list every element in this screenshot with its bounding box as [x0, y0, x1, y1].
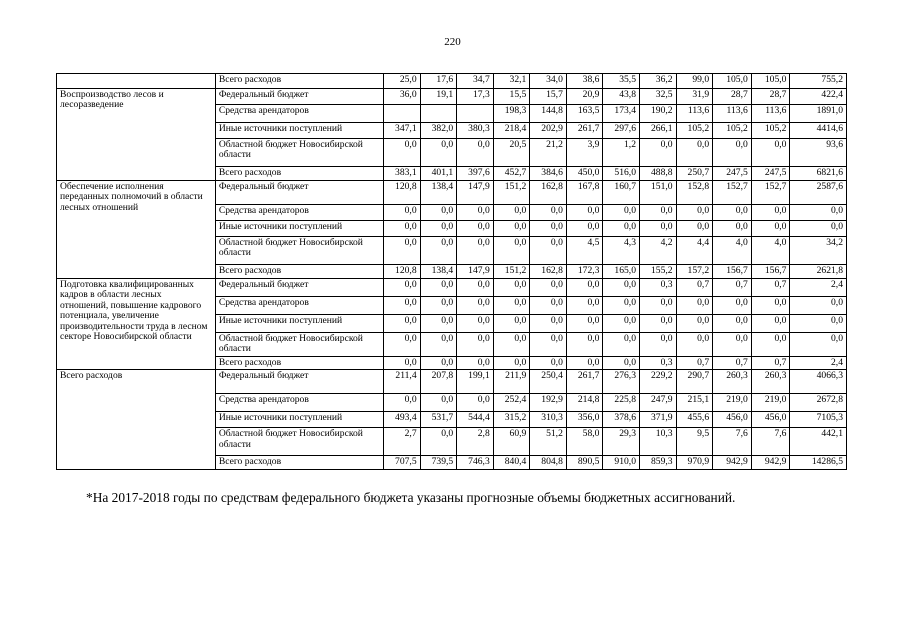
value-cell: 21,2 [530, 139, 567, 167]
value-cell: 156,7 [751, 265, 790, 279]
value-cell: 0,0 [420, 205, 457, 221]
value-cell: 147,9 [457, 181, 494, 205]
value-cell: 190,2 [640, 105, 677, 123]
value-cell: 51,2 [530, 428, 567, 456]
value-cell: 456,0 [713, 412, 752, 428]
value-cell: 36,0 [384, 89, 421, 105]
value-cell: 218,4 [493, 123, 530, 139]
value-cell: 0,0 [713, 315, 752, 333]
value-cell: 0,0 [420, 139, 457, 167]
value-cell: 531,7 [420, 412, 457, 428]
value-cell: 28,7 [751, 89, 790, 105]
value-cell: 356,0 [566, 412, 603, 428]
value-cell: 0,0 [420, 237, 457, 265]
value-cell: 0,0 [640, 139, 677, 167]
funding-source-cell: Всего расходов [215, 456, 383, 470]
value-cell: 266,1 [640, 123, 677, 139]
value-cell: 0,0 [676, 297, 713, 315]
total-value-cell: 755,2 [790, 74, 847, 89]
value-cell: 250,7 [676, 167, 713, 181]
funding-source-cell: Федеральный бюджет [215, 89, 383, 105]
value-cell: 43,8 [603, 89, 640, 105]
value-cell: 58,0 [566, 428, 603, 456]
value-cell: 0,0 [384, 279, 421, 297]
value-cell: 35,5 [603, 74, 640, 89]
value-cell: 0,0 [640, 333, 677, 357]
value-cell [420, 105, 457, 123]
value-cell: 152,7 [713, 181, 752, 205]
value-cell: 120,8 [384, 265, 421, 279]
value-cell: 0,0 [384, 237, 421, 265]
value-cell: 261,7 [566, 123, 603, 139]
value-cell: 250,4 [530, 370, 567, 394]
value-cell: 32,1 [493, 74, 530, 89]
value-cell: 4,2 [640, 237, 677, 265]
funding-source-cell: Иные источники поступлений [215, 123, 383, 139]
table-row [57, 181, 847, 205]
total-value-cell: 2,4 [790, 279, 847, 297]
total-value-cell: 14286,5 [790, 456, 847, 470]
value-cell: 0,0 [384, 315, 421, 333]
value-cell: 152,7 [751, 181, 790, 205]
value-cell: 151,2 [493, 181, 530, 205]
value-cell: 450,0 [566, 167, 603, 181]
value-cell: 297,6 [603, 123, 640, 139]
value-cell: 252,4 [493, 394, 530, 412]
value-cell: 99,0 [676, 74, 713, 89]
value-cell: 172,3 [566, 265, 603, 279]
value-cell: 32,5 [640, 89, 677, 105]
funding-source-cell: Средства арендаторов [215, 105, 383, 123]
value-cell: 163,5 [566, 105, 603, 123]
value-cell: 746,3 [457, 456, 494, 470]
value-cell: 207,8 [420, 370, 457, 394]
value-cell: 219,0 [713, 394, 752, 412]
value-cell: 34,7 [457, 74, 494, 89]
value-cell: 151,2 [493, 265, 530, 279]
value-cell: 0,0 [713, 139, 752, 167]
value-cell: 20,5 [493, 139, 530, 167]
value-cell: 2,8 [457, 428, 494, 456]
value-cell: 17,6 [420, 74, 457, 89]
funding-source-cell: Федеральный бюджет [215, 370, 383, 394]
funding-source-cell: Федеральный бюджет [215, 181, 383, 205]
value-cell: 0,0 [566, 297, 603, 315]
value-cell: 0,0 [713, 297, 752, 315]
value-cell: 315,2 [493, 412, 530, 428]
total-value-cell: 0,0 [790, 315, 847, 333]
value-cell: 0,0 [603, 297, 640, 315]
value-cell: 0,0 [640, 315, 677, 333]
value-cell: 0,0 [384, 139, 421, 167]
value-cell: 0,0 [676, 221, 713, 237]
value-cell: 0,0 [384, 357, 421, 370]
value-cell: 0,0 [566, 315, 603, 333]
total-value-cell: 93,6 [790, 139, 847, 167]
value-cell: 4,5 [566, 237, 603, 265]
funding-source-cell: Областной бюджет Новосибирской области [215, 428, 383, 456]
value-cell: 261,7 [566, 370, 603, 394]
value-cell: 105,0 [713, 74, 752, 89]
value-cell: 0,0 [384, 221, 421, 237]
value-cell: 707,5 [384, 456, 421, 470]
total-value-cell: 0,0 [790, 205, 847, 221]
value-cell: 0,0 [640, 221, 677, 237]
value-cell: 173,4 [603, 105, 640, 123]
value-cell: 0,0 [530, 333, 567, 357]
total-value-cell: 2672,8 [790, 394, 847, 412]
value-cell: 105,2 [676, 123, 713, 139]
funding-source-cell: Всего расходов [215, 265, 383, 279]
value-cell: 15,7 [530, 89, 567, 105]
value-cell: 942,9 [751, 456, 790, 470]
value-cell: 10,3 [640, 428, 677, 456]
value-cell: 151,0 [640, 181, 677, 205]
value-cell: 0,0 [530, 237, 567, 265]
value-cell: 219,0 [751, 394, 790, 412]
value-cell: 162,8 [530, 265, 567, 279]
value-cell: 0,0 [713, 333, 752, 357]
value-cell: 0,0 [751, 205, 790, 221]
activity-cell: Всего расходов [57, 370, 216, 470]
funding-source-cell: Федеральный бюджет [215, 279, 383, 297]
value-cell: 0,0 [384, 205, 421, 221]
value-cell: 0,0 [493, 221, 530, 237]
value-cell: 0,0 [676, 315, 713, 333]
value-cell: 36,2 [640, 74, 677, 89]
funding-source-cell: Средства арендаторов [215, 297, 383, 315]
value-cell: 0,0 [751, 333, 790, 357]
activity-cell: Подготовка квалифицированных кадров в области лесных отношений, повышение кадрового потенциала, увеличение производительности труда в лесном секторе Новосибирской области [57, 279, 216, 370]
value-cell: 38,6 [566, 74, 603, 89]
value-cell: 4,0 [713, 237, 752, 265]
value-cell: 0,0 [566, 279, 603, 297]
funding-source-cell: Средства арендаторов [215, 205, 383, 221]
funding-source-cell: Всего расходов [215, 167, 383, 181]
value-cell: 0,0 [457, 357, 494, 370]
value-cell: 0,0 [420, 333, 457, 357]
value-cell: 0,0 [457, 333, 494, 357]
value-cell: 739,5 [420, 456, 457, 470]
value-cell: 247,5 [751, 167, 790, 181]
page-number: 220 [444, 36, 461, 48]
value-cell: 0,0 [640, 205, 677, 221]
value-cell: 162,8 [530, 181, 567, 205]
value-cell: 0,0 [384, 297, 421, 315]
value-cell: 105,0 [751, 74, 790, 89]
value-cell: 0,0 [603, 205, 640, 221]
value-cell: 138,4 [420, 265, 457, 279]
value-cell: 17,3 [457, 89, 494, 105]
value-cell: 384,6 [530, 167, 567, 181]
value-cell: 229,2 [640, 370, 677, 394]
value-cell: 31,9 [676, 89, 713, 105]
funding-source-cell: Иные источники поступлений [215, 315, 383, 333]
value-cell: 138,4 [420, 181, 457, 205]
total-value-cell: 0,0 [790, 297, 847, 315]
value-cell: 0,7 [676, 279, 713, 297]
value-cell: 157,2 [676, 265, 713, 279]
value-cell: 890,5 [566, 456, 603, 470]
value-cell: 0,0 [420, 357, 457, 370]
value-cell: 0,0 [420, 315, 457, 333]
value-cell: 34,0 [530, 74, 567, 89]
value-cell: 9,5 [676, 428, 713, 456]
value-cell: 0,0 [530, 297, 567, 315]
value-cell: 29,3 [603, 428, 640, 456]
value-cell: 198,3 [493, 105, 530, 123]
budget-table-body [57, 74, 847, 470]
value-cell: 0,0 [566, 333, 603, 357]
value-cell: 0,0 [603, 279, 640, 297]
value-cell: 4,0 [751, 237, 790, 265]
value-cell: 0,0 [676, 205, 713, 221]
value-cell: 0,3 [640, 357, 677, 370]
value-cell: 215,1 [676, 394, 713, 412]
value-cell: 0,0 [530, 205, 567, 221]
value-cell: 155,2 [640, 265, 677, 279]
value-cell: 0,0 [493, 315, 530, 333]
value-cell: 25,0 [384, 74, 421, 89]
value-cell: 383,1 [384, 167, 421, 181]
value-cell: 7,6 [713, 428, 752, 456]
value-cell: 488,8 [640, 167, 677, 181]
value-cell: 0,0 [751, 139, 790, 167]
value-cell: 347,1 [384, 123, 421, 139]
funding-source-cell: Областной бюджет Новосибирской области [215, 333, 383, 357]
funding-source-cell: Областной бюджет Новосибирской области [215, 139, 383, 167]
value-cell: 247,5 [713, 167, 752, 181]
value-cell: 401,1 [420, 167, 457, 181]
value-cell: 0,0 [457, 297, 494, 315]
value-cell: 113,6 [676, 105, 713, 123]
value-cell: 156,7 [713, 265, 752, 279]
table-row [57, 279, 847, 297]
funding-source-cell: Иные источники поступлений [215, 412, 383, 428]
value-cell: 15,5 [493, 89, 530, 105]
value-cell: 0,0 [493, 205, 530, 221]
value-cell: 7,6 [751, 428, 790, 456]
value-cell: 0,0 [457, 139, 494, 167]
value-cell: 0,7 [713, 357, 752, 370]
value-cell: 0,0 [493, 237, 530, 265]
value-cell: 0,0 [751, 221, 790, 237]
value-cell: 840,4 [493, 456, 530, 470]
value-cell: 0,0 [457, 205, 494, 221]
value-cell: 0,0 [493, 279, 530, 297]
value-cell: 28,7 [713, 89, 752, 105]
activity-cell [57, 74, 216, 89]
value-cell: 0,0 [603, 221, 640, 237]
total-value-cell: 2587,6 [790, 181, 847, 205]
value-cell: 0,0 [566, 357, 603, 370]
value-cell: 225,8 [603, 394, 640, 412]
funding-source-cell: Средства арендаторов [215, 394, 383, 412]
total-value-cell: 0,0 [790, 333, 847, 357]
value-cell: 0,0 [384, 394, 421, 412]
value-cell: 0,0 [530, 357, 567, 370]
value-cell: 0,0 [640, 297, 677, 315]
activity-cell: Воспроизводство лесов и лесоразведение [57, 89, 216, 181]
value-cell: 113,6 [751, 105, 790, 123]
value-cell: 0,0 [493, 297, 530, 315]
value-cell: 378,6 [603, 412, 640, 428]
table-row [57, 74, 847, 89]
value-cell: 192,9 [530, 394, 567, 412]
value-cell: 199,1 [457, 370, 494, 394]
value-cell: 105,2 [751, 123, 790, 139]
footnote: *На 2017-2018 годы по средствам федерального бюджета указаны прогнозные объемы бюджетных ассигнований. [86, 490, 736, 505]
value-cell: 380,3 [457, 123, 494, 139]
value-cell: 144,8 [530, 105, 567, 123]
total-value-cell: 7105,3 [790, 412, 847, 428]
value-cell: 202,9 [530, 123, 567, 139]
value-cell: 0,0 [457, 237, 494, 265]
budget-table [56, 73, 847, 470]
value-cell: 0,0 [603, 357, 640, 370]
activity-cell: Обеспечение исполнения переданных полномочий в области лесных отношений [57, 181, 216, 279]
value-cell: 4,4 [676, 237, 713, 265]
value-cell: 147,9 [457, 265, 494, 279]
value-cell: 4,3 [603, 237, 640, 265]
funding-source-cell: Областной бюджет Новосибирской области [215, 237, 383, 265]
value-cell: 0,0 [530, 221, 567, 237]
total-value-cell: 2,4 [790, 357, 847, 370]
total-value-cell: 4066,3 [790, 370, 847, 394]
value-cell: 0,0 [457, 279, 494, 297]
value-cell: 0,7 [676, 357, 713, 370]
value-cell: 0,0 [530, 315, 567, 333]
value-cell: 493,4 [384, 412, 421, 428]
funding-source-cell: Всего расходов [215, 74, 383, 89]
value-cell: 276,3 [603, 370, 640, 394]
value-cell: 0,0 [566, 221, 603, 237]
value-cell: 211,9 [493, 370, 530, 394]
value-cell: 859,3 [640, 456, 677, 470]
value-cell: 247,9 [640, 394, 677, 412]
total-value-cell: 6821,6 [790, 167, 847, 181]
value-cell: 382,0 [420, 123, 457, 139]
value-cell: 0,7 [751, 357, 790, 370]
value-cell: 910,0 [603, 456, 640, 470]
funding-source-cell: Всего расходов [215, 357, 383, 370]
value-cell: 0,0 [751, 297, 790, 315]
total-value-cell: 2621,8 [790, 265, 847, 279]
value-cell: 970,9 [676, 456, 713, 470]
value-cell: 0,3 [640, 279, 677, 297]
total-value-cell: 442,1 [790, 428, 847, 456]
value-cell: 455,6 [676, 412, 713, 428]
value-cell: 214,8 [566, 394, 603, 412]
value-cell: 211,4 [384, 370, 421, 394]
value-cell: 19,1 [420, 89, 457, 105]
value-cell: 0,0 [676, 139, 713, 167]
value-cell: 1,2 [603, 139, 640, 167]
value-cell: 0,0 [713, 205, 752, 221]
value-cell: 0,0 [384, 333, 421, 357]
value-cell: 516,0 [603, 167, 640, 181]
value-cell: 456,0 [751, 412, 790, 428]
value-cell: 113,6 [713, 105, 752, 123]
value-cell: 0,0 [493, 357, 530, 370]
value-cell: 0,7 [751, 279, 790, 297]
value-cell [384, 105, 421, 123]
value-cell: 804,8 [530, 456, 567, 470]
value-cell: 371,9 [640, 412, 677, 428]
total-value-cell: 4414,6 [790, 123, 847, 139]
value-cell: 452,7 [493, 167, 530, 181]
value-cell: 0,0 [603, 333, 640, 357]
value-cell: 310,3 [530, 412, 567, 428]
table-row [57, 370, 847, 394]
value-cell: 2,7 [384, 428, 421, 456]
value-cell: 0,0 [676, 333, 713, 357]
value-cell: 0,0 [493, 333, 530, 357]
value-cell: 20,9 [566, 89, 603, 105]
value-cell: 290,7 [676, 370, 713, 394]
value-cell: 0,7 [713, 279, 752, 297]
value-cell: 105,2 [713, 123, 752, 139]
value-cell: 0,0 [457, 394, 494, 412]
value-cell: 260,3 [751, 370, 790, 394]
value-cell: 160,7 [603, 181, 640, 205]
total-value-cell: 34,2 [790, 237, 847, 265]
value-cell: 165,0 [603, 265, 640, 279]
value-cell: 0,0 [713, 221, 752, 237]
value-cell: 0,0 [530, 279, 567, 297]
value-cell [457, 105, 494, 123]
table-row [57, 89, 847, 105]
value-cell: 0,0 [457, 221, 494, 237]
value-cell: 0,0 [457, 315, 494, 333]
funding-source-cell: Иные источники поступлений [215, 221, 383, 237]
value-cell: 260,3 [713, 370, 752, 394]
value-cell: 152,8 [676, 181, 713, 205]
value-cell: 544,4 [457, 412, 494, 428]
value-cell: 397,6 [457, 167, 494, 181]
value-cell: 0,0 [566, 205, 603, 221]
value-cell: 942,9 [713, 456, 752, 470]
value-cell: 0,0 [603, 315, 640, 333]
value-cell: 3,9 [566, 139, 603, 167]
value-cell: 0,0 [420, 428, 457, 456]
value-cell: 167,8 [566, 181, 603, 205]
total-value-cell: 422,4 [790, 89, 847, 105]
value-cell: 60,9 [493, 428, 530, 456]
value-cell: 0,0 [420, 297, 457, 315]
total-value-cell: 0,0 [790, 221, 847, 237]
value-cell: 120,8 [384, 181, 421, 205]
value-cell: 0,0 [420, 394, 457, 412]
total-value-cell: 1891,0 [790, 105, 847, 123]
value-cell: 0,0 [420, 221, 457, 237]
value-cell: 0,0 [420, 279, 457, 297]
value-cell: 0,0 [751, 315, 790, 333]
